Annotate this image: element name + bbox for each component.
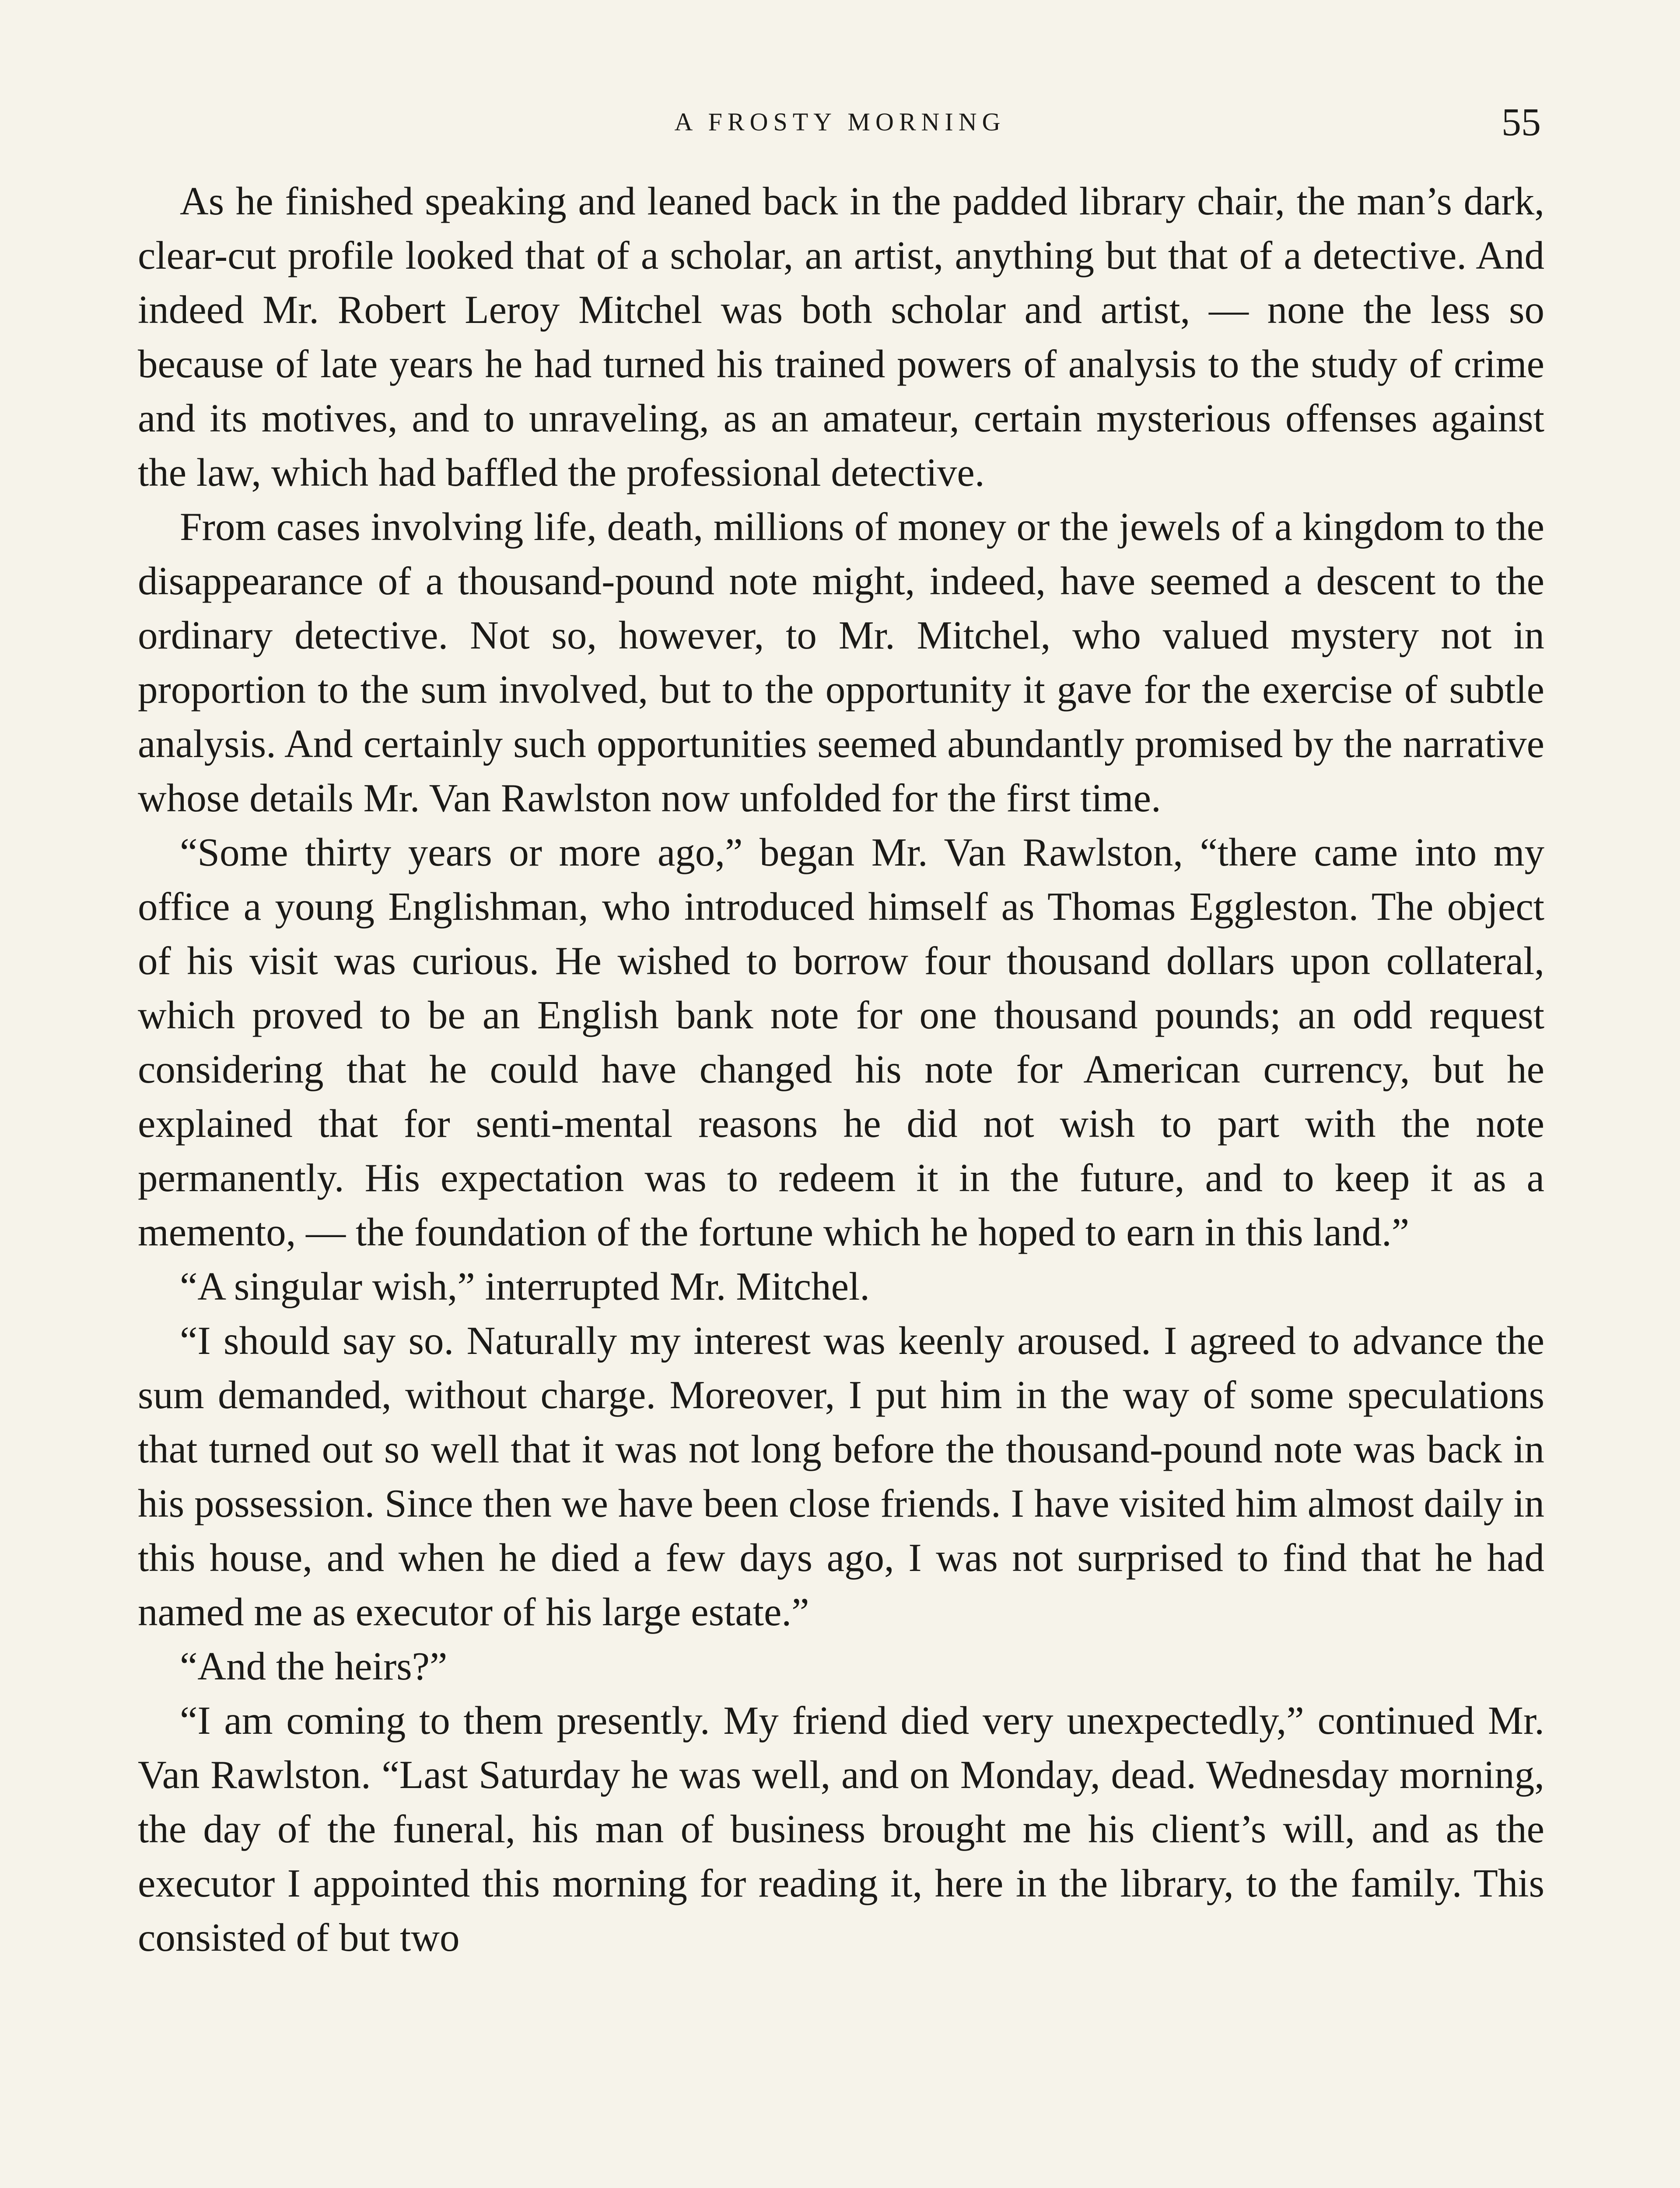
running-head — [0, 101, 1680, 151]
running-title: A FROSTY MORNING — [674, 108, 1006, 136]
paragraph-2: From cases involving life, death, millions of money or the jewels of a kingdom to the disappearance of a thousand-pound note might, indeed, have seemed a descent to the ordinary detective. Not so, however, to Mr. Mitchel, who valued mystery not in proportion to the sum involved, but to the opportunity it gave for the exercise of subtle analysis. And certainly such opportunities seemed abundantly promised by the narrative whose details Mr. Van Rawlston now unfolded for the first time. — [138, 505, 1544, 820]
paragraph-7: “I am coming to them presently. My friend died very unexpectedly,” continued Mr. Van Rawlston. “Last Saturday he was well, and on Monday, dead. Wednesday morning, the day of the funeral, his man of business brought me his client’s will, and as the executor I appointed this morning for reading it, here in the library, to the family. This consisted of but two — [138, 1698, 1544, 1960]
paragraph-3: “Some thirty years or more ago,” began Mr. Van Rawlston, “there came into my office a young Englishman, who introduced himself as Thomas Eggleston. The object of his visit was curious. He wished to borrow four thousand dollars upon collateral, which proved to be an English bank note for one thousand pounds; an odd request considering that he could have changed his note for American currency, but he explained that for senti-mental reasons he did not wish to part with the note permanently. His expectation was to redeem it in the future, and to keep it as a memento, — the foundation of the fortune which he hoped to earn in this land.” — [138, 830, 1544, 1254]
body-text — [138, 174, 1544, 1965]
paragraph-5: “I should say so. Naturally my interest was keenly aroused. I agreed to advance the sum demanded, without charge. Moreover, I put him in the way of some speculations that turned out so well that it was not long before the thousand-pound note was back in his possession. Since then we have been close friends. I have visited him almost daily in this house, and when he died a few days ago, I was not surprised to find that he had named me as executor of his large estate.” — [138, 1318, 1544, 1634]
paragraph-4: “A singular wish,” interrupted Mr. Mitchel. — [180, 1264, 870, 1308]
paragraph-6: “And the heirs?” — [180, 1644, 448, 1688]
page-number: 55 — [1502, 101, 1541, 144]
paragraph-1: As he finished speaking and leaned back in the padded library chair, the man’s dark, clear-cut profile looked that of a scholar, an artist, anything but that of a detective. And indeed Mr. Robert Leroy Mitchel was both scholar and artist, — none the less so because of late years he had turned his trained powers of analysis to the study of crime and its motives, and to unraveling, as an amateur, certain mysterious offenses against the law, which had baffled the professional detective. — [138, 179, 1544, 494]
